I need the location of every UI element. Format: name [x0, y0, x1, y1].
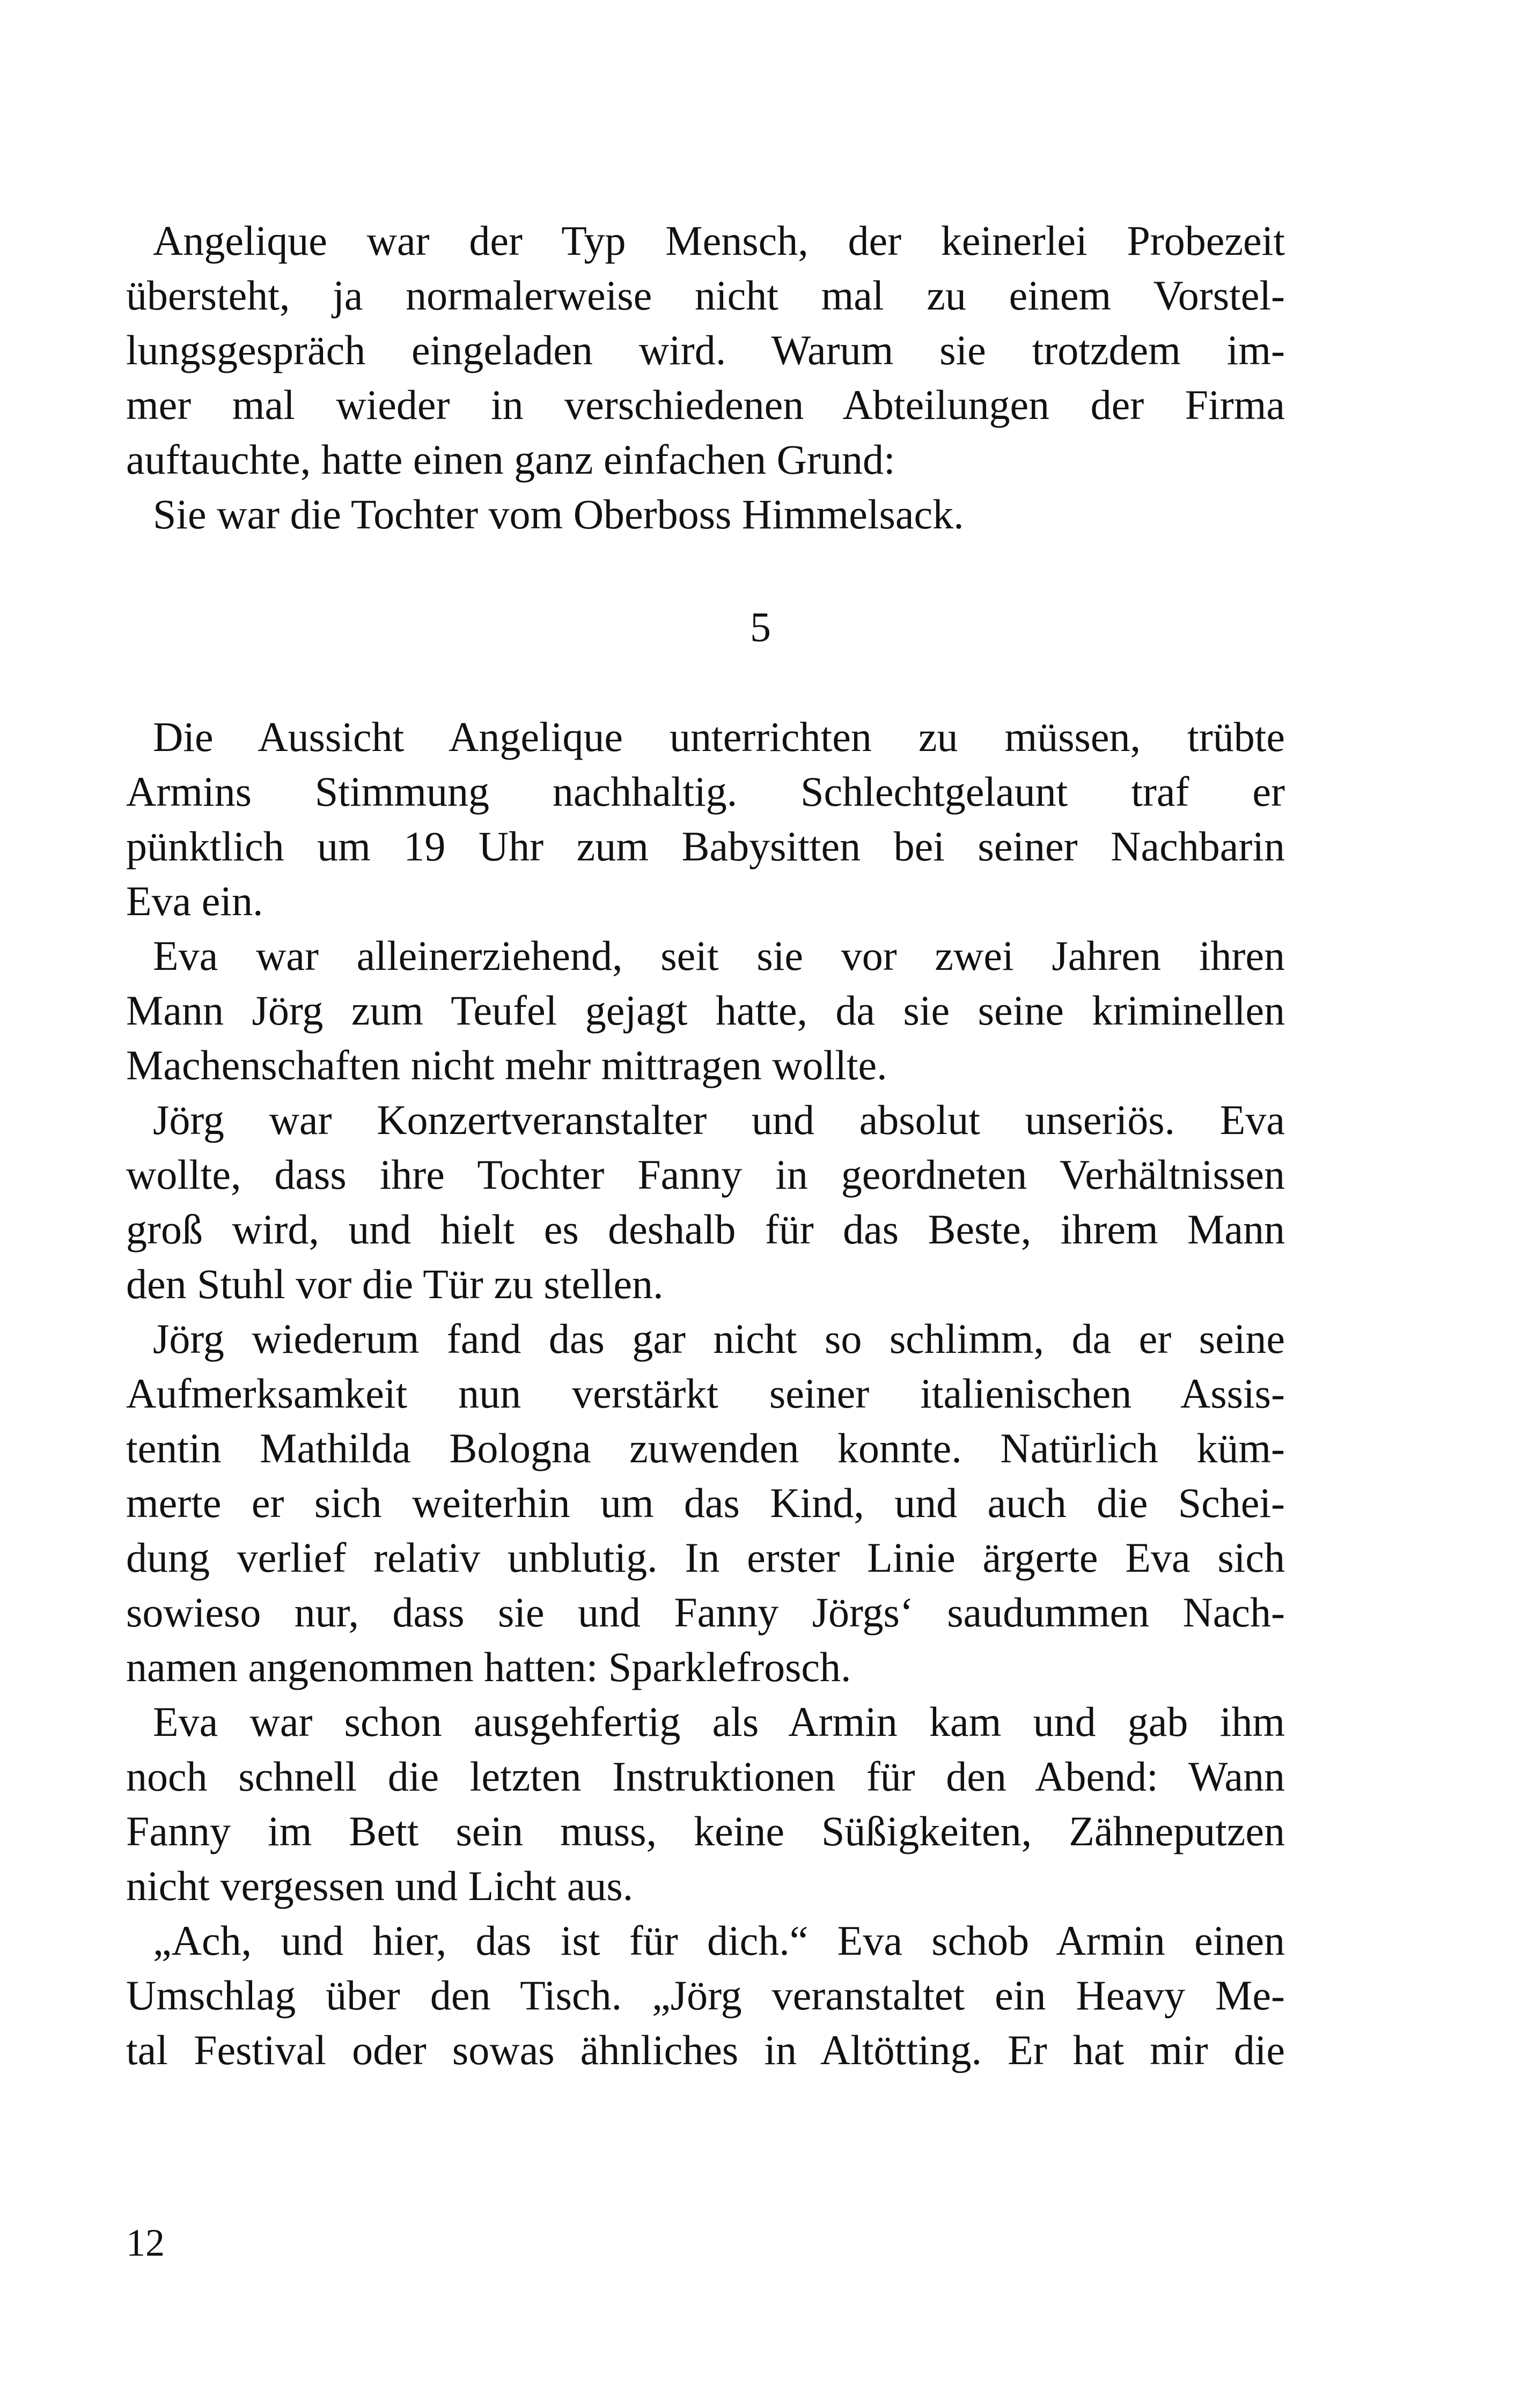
text-line: groß wird, und hielt es deshalb für das Beste, ihrem Mann — [126, 1206, 1285, 1253]
text-line: wollte, dass ihre Tochter Fanny in geordneten Verhältnissen — [126, 1151, 1285, 1198]
section-one-text — [126, 213, 1285, 542]
text-line: Die Aussicht Angelique unterrichten zu müssen, trübte — [153, 713, 1285, 760]
paragraph-umschlag — [126, 1913, 1285, 2078]
text-line: Jörg war Konzertveranstalter und absolut unseriös. Eva — [153, 1096, 1285, 1143]
text-line: Mann Jörg zum Teufel gejagt hatte, da sie seine kriminellen — [126, 987, 1285, 1034]
text-line: sowieso nur, dass sie und Fanny Jörgs‘ saudummen Nach- — [126, 1589, 1285, 1636]
text-line: nicht vergessen und Licht aus. — [126, 1862, 634, 1909]
paragraph-tochter: Sie war die Tochter vom Oberboss Himmelsack. — [153, 491, 964, 537]
paragraph-aussicht — [126, 710, 1285, 929]
paragraph-joerg-wiederum — [126, 1312, 1285, 1695]
paragraph-konzertveranstalter — [126, 1093, 1285, 1312]
text-line: Armins Stimmung nachhaltig. Schlechtgelaunt traf er — [126, 768, 1285, 815]
text-line: Eva war alleinerziehend, seit sie vor zwei Jahren ihren — [153, 932, 1285, 979]
text-line: lungsgespräch eingeladen wird. Warum sie trotzdem im- — [126, 327, 1285, 373]
paragraph-ausgehfertig — [126, 1695, 1285, 1913]
text-line: Fanny im Bett sein muss, keine Süßigkeiten, Zähneputzen — [126, 1808, 1285, 1854]
text-line: noch schnell die letzten Instruktionen für den Abend: Wann — [126, 1753, 1285, 1800]
text-line: merte er sich weiterhin um das Kind, und auch die Schei- — [126, 1479, 1285, 1526]
text-line: Umschlag über den Tisch. „Jörg veranstaltet ein Heavy Me- — [126, 1972, 1285, 2019]
text-line: Eva ein. — [126, 878, 263, 924]
chapter-number: 5 — [750, 603, 771, 650]
text-line: pünktlich um 19 Uhr zum Babysitten bei seiner Nachbarin — [126, 823, 1285, 870]
text-line: namen angenommen hatten: Sparklefrosch. — [126, 1644, 851, 1690]
text-line: auftauchte, hatte einen ganz einfachen Grund: — [126, 436, 895, 483]
text-line: Aufmerksamkeit nun verstärkt seiner italienischen Assis- — [126, 1370, 1285, 1417]
text-line: den Stuhl vor die Tür zu stellen. — [126, 1261, 664, 1307]
text-line: tentin Mathilda Bologna zuwenden konnte. Natürlich küm- — [126, 1425, 1285, 1471]
text-line: Eva war schon ausgehfertig als Armin kam und gab ihm — [153, 1698, 1285, 1745]
text-line: übersteht, ja normalerweise nicht mal zu einem Vorstel- — [126, 272, 1285, 319]
text-line: Machenschaften nicht mehr mittragen wollte. — [126, 1042, 887, 1088]
section-two-text — [126, 710, 1285, 2078]
text-line: „Ach, und hier, das ist für dich.“ Eva schob Armin einen — [153, 1917, 1285, 1964]
page-number: 12 — [126, 2221, 165, 2264]
text-line: tal Festival oder sowas ähnliches in Altötting. Er hat mir die — [126, 2027, 1285, 2073]
text-line: mer mal wieder in verschiedenen Abteilungen der Firma — [126, 381, 1285, 428]
paragraph-eva-alleinerziehend — [126, 929, 1285, 1093]
paragraph-angelique — [126, 213, 1285, 487]
text-line: Jörg wiederum fand das gar nicht so schlimm, da er seine — [153, 1315, 1285, 1362]
text-line: dung verlief relativ unblutig. In erster Linie ärgerte Eva sich — [126, 1534, 1285, 1581]
text-line: Angelique war der Typ Mensch, der keinerlei Probezeit — [153, 217, 1285, 264]
